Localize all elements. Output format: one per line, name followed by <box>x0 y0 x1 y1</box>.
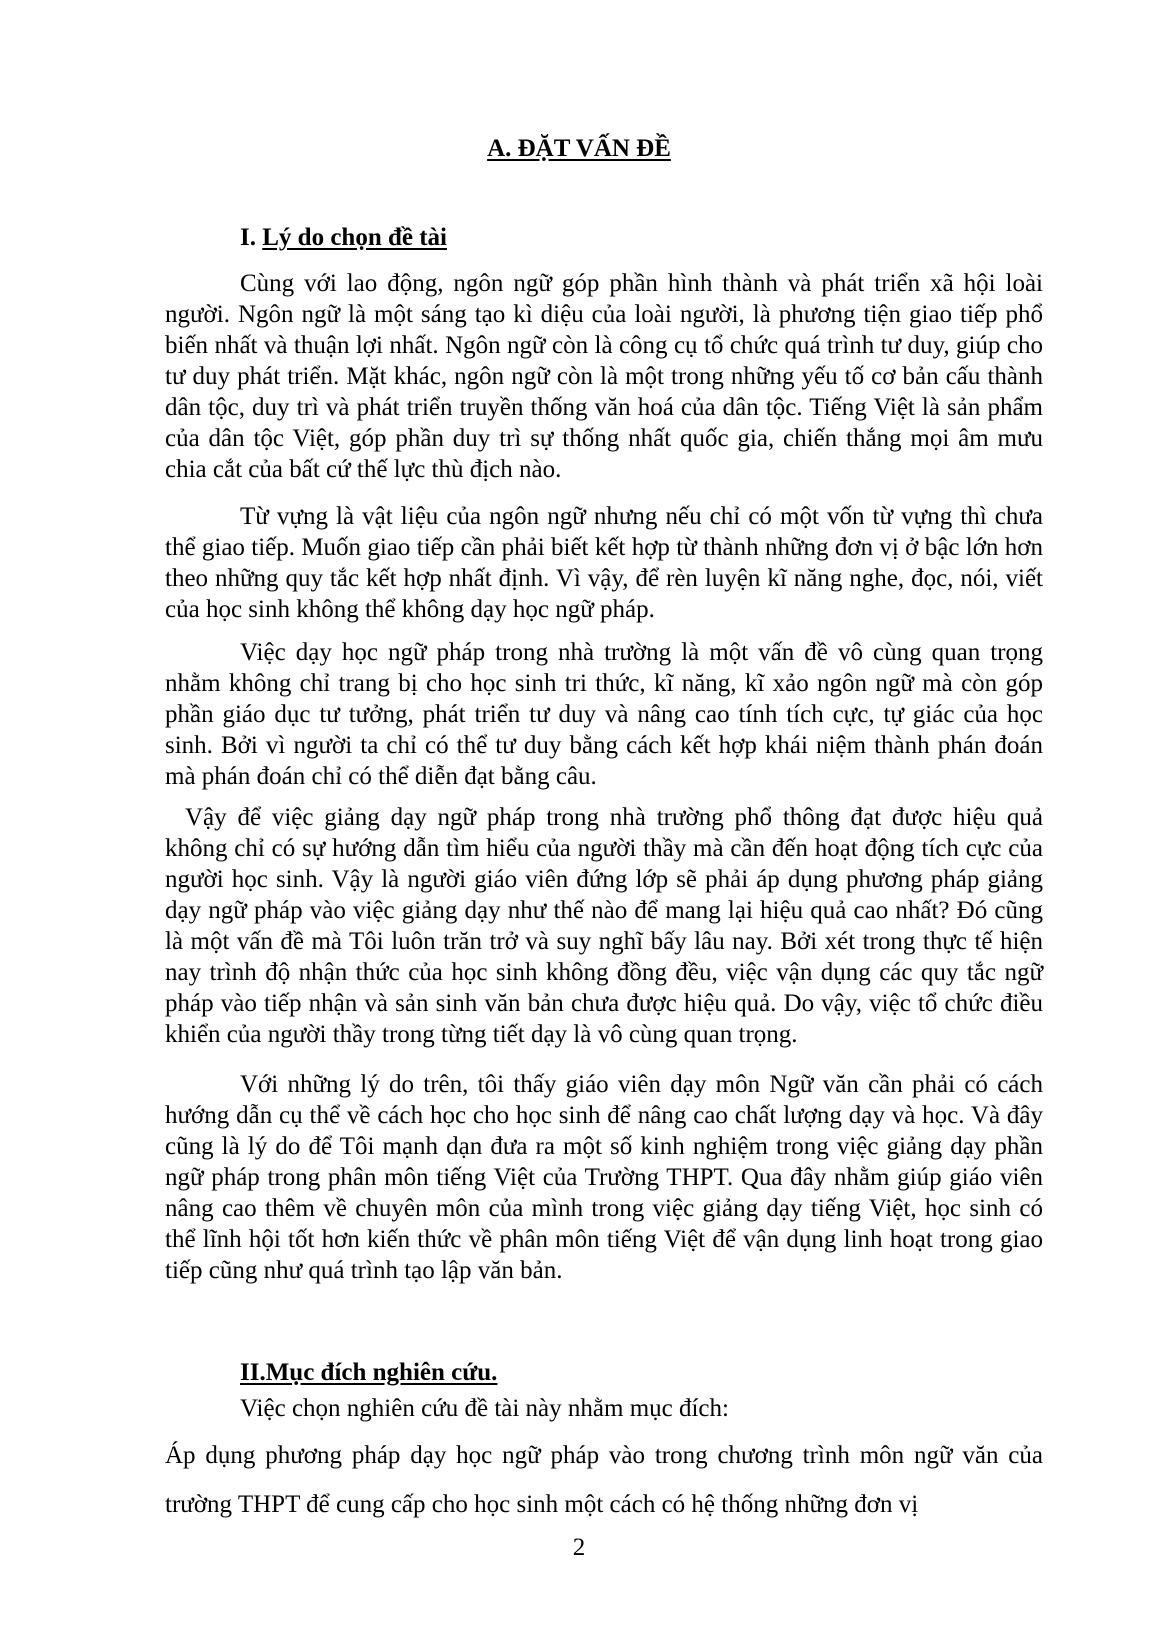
paragraph: Vậy để việc giảng dạy ngữ pháp trong nhà trường phổ thông đạt được hiệu quả không chỉ có sự hướng dẫn tìm hiểu của người thầy mà cần đến hoạt động tích cực của người học sinh. Vậy là người giáo viên đứng lớp sẽ phải áp dụng phương pháp giảng dạy ngữ pháp vào việc giảng dạy như thế nào để mang lại hiệu quả cao nhất? Đó cũng là một vấn đề mà Tôi luôn trăn trở và suy nghĩ bấy lâu nay. Bởi xét trong thực tế hiện nay trình độ nhận thức của học sinh không đồng đều, việc vận dụng các quy tắc ngữ pháp vào tiếp nhận và sản sinh văn bản chưa được hiệu quả. Do vậy, việc tổ chức điều khiển của người thầy trong từng tiết dạy là vô cùng quan trọng. <box>165 804 1043 1048</box>
section-number: I. <box>240 224 256 251</box>
paragraph: Với những lý do trên, tôi thấy giáo viên dạy môn Ngữ văn cần phải có cách hướng dẫn cụ thể về cách học cho học sinh để nâng cao chất lượng dạy và học. Và đây cũng là lý do để Tôi mạnh dạn đưa ra một số kinh nghiệm trong việc giảng dạy phần ngữ pháp trong phân môn tiếng Việt của Trường THPT. Qua đây nhằm giúp giáo viên nâng cao thêm về chuyên môn của mình trong việc giảng dạy tiếng Việt, học sinh có thể lĩnh hội tốt hơn kiến thức về phân môn tiếng Việt để vận dụng linh hoạt trong giao tiếp cũng như quá trình tạo lập văn bản. <box>165 1071 1043 1284</box>
section-heading-text: Lý do chọn đề tài <box>262 224 447 251</box>
purpose-intro: Việc chọn nghiên cứu đề tài này nhằm mục đích: <box>240 1395 729 1422</box>
paragraph: Việc dạy học ngữ pháp trong nhà trường là một vấn đề vô cùng quan trọng nhằm không chỉ trang bị cho học sinh tri thức, kĩ năng, kĩ xảo ngôn ngữ mà còn góp phần giáo dục tư tưởng, phát triển tư duy và nâng cao tính tích cực, tự giác của học sinh. Bởi vì người ta chỉ có thể tư duy bằng cách kết hợp khái niệm thành phán đoán mà phán đoán chỉ có thể diễn đạt bằng câu. <box>165 639 1043 790</box>
section-heading-text: II.Mục đích nghiên cứu. <box>240 1359 498 1386</box>
paragraph: Cùng với lao động, ngôn ngữ góp phần hình thành và phát triển xã hội loài người. Ngôn ngữ là một sáng tạo kì diệu của loài người, là phương tiện giao tiếp phổ biến nhất và thuận lợi nhất. Ngôn ngữ còn là công cụ tổ chức quá trình tư duy, giúp cho tư duy phát triển. Mặt khác, ngôn ngữ còn là một trong những yếu tố cơ bản cấu thành dân tộc, duy trì và phát triển truyền thống văn hoá của dân tộc. Tiếng Việt là sản phẩm của dân tộc Việt, góp phần duy trì sự thống nhất quốc gia, chiến thắng mọi âm mưu chia cắt của bất cứ thế lực thù địch nào. <box>165 270 1043 483</box>
paragraph: Từ vựng là vật liệu của ngôn ngữ nhưng nếu chỉ có một vốn từ vựng thì chưa thể giao tiếp. Muốn giao tiếp cần phải biết kết hợp từ thành những đơn vị ở bậc lớn hơn theo những quy tắc kết hợp nhất định. Vì vậy, để rèn luyện kĩ năng nghe, đọc, nói, viết của học sinh không thể không dạy học ngữ pháp. <box>165 503 1043 623</box>
page-number: 2 <box>572 1534 586 1561</box>
purpose-body: Áp dụng phương pháp dạy học ngữ pháp vào trong chương trình môn ngữ văn của trường THPT để cung cấp cho học sinh một cách có hệ thống những đơn vị <box>165 1442 1043 1518</box>
section-heading-purpose <box>240 1359 497 1387</box>
page-title: A. ĐẶT VẤN ĐỀ <box>487 135 671 162</box>
section-heading-reasons <box>240 224 447 252</box>
